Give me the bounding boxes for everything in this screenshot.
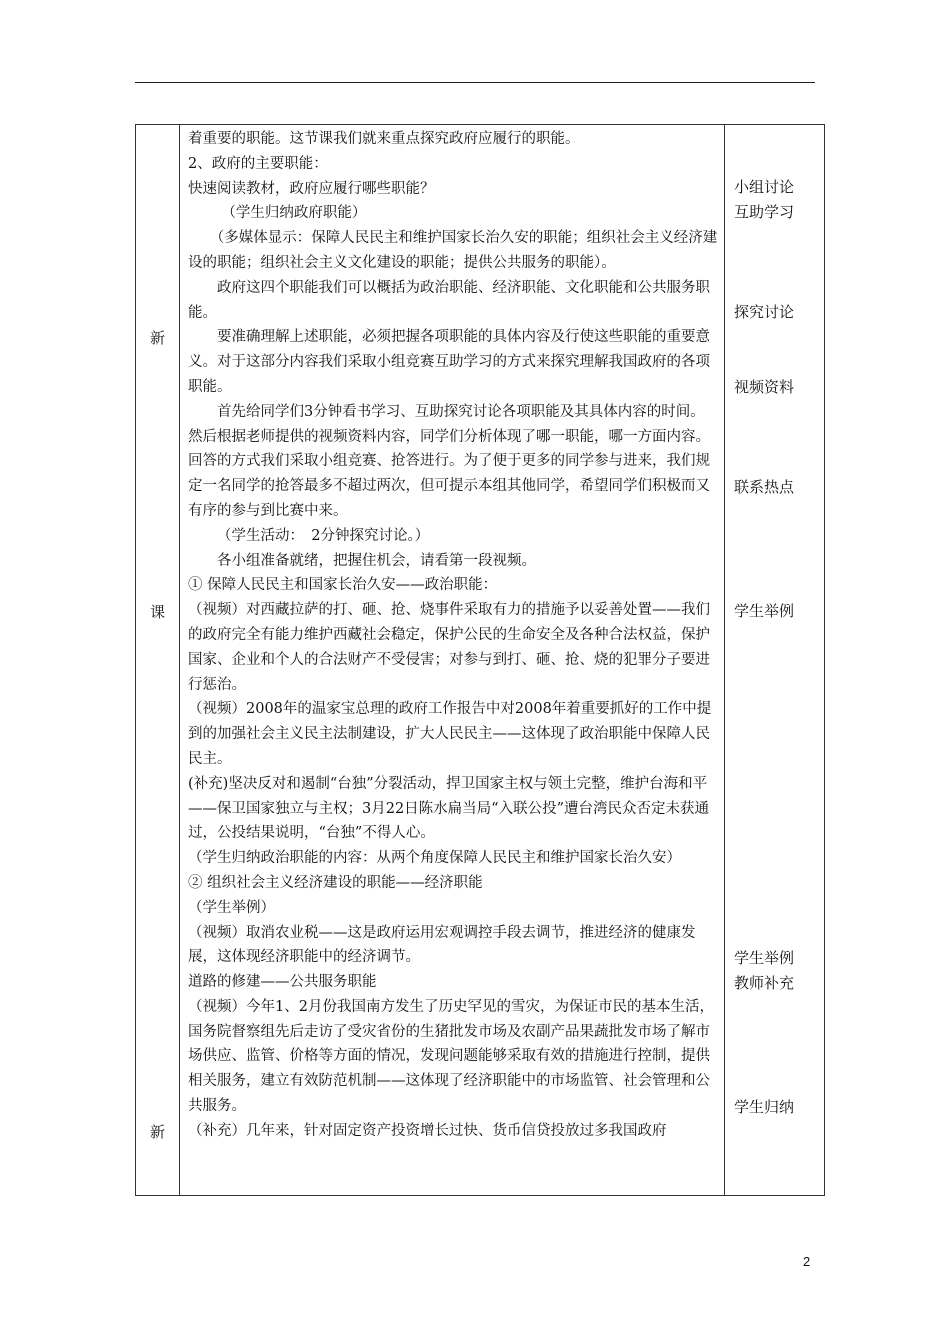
side-note: 教师补充 — [734, 974, 795, 992]
side-note: 学生举例 — [734, 949, 795, 967]
side-note: 互助学习 — [734, 203, 795, 221]
side-note: 学生归纳 — [734, 1098, 795, 1116]
content-paragraph: （视频）今年1、2月份我国南方发生了历史罕见的雪灾，为保证市民的基本生活，国务院督察组先后走访了受灾省份的生猪批发市场及农副产品果蔬批发市场了解市场供应、监管、价格等方面的情况，发现问题能够采取有效的措施进行控制，提供相关服务，建立有效防范机制——这体现了经济职能中的市场监管、社会管理和公共服务。 — [188, 998, 714, 1115]
content-paragraph: （补充）几年来，针对固定资产投资增长过快、货币信贷投放过多我国政府 — [188, 1122, 667, 1139]
content-paragraph: ② 组织社会主义经济建设的职能——经济职能 — [188, 874, 483, 891]
content-paragraph: （视频）取消农业税——这是政府运用宏观调控手段去调节，推进经济的健康发展，这体现经济职能中的经济调节。 — [188, 924, 696, 966]
section-label-xin-1: 新 — [149, 329, 165, 347]
content-paragraph: （学生归纳政治职能的内容：从两个角度保障人民民主和维护国家长治久安） — [188, 850, 681, 867]
content-paragraph: 道路的修建——公共服务职能 — [188, 974, 377, 991]
content-paragraph: （学生活动： 2分钟探究讨论。） — [217, 527, 430, 544]
content-paragraph: 要准确理解上述职能，必须把握各项职能的具体内容及行使这些职能的重要意义。对于这部分内容我们采取小组竞赛互助学习的方式来探究理解我国政府的各项职能。 — [188, 329, 710, 395]
content-paragraph: ① 保障人民民主和国家长治久安——政治职能： — [188, 577, 498, 594]
section-label-xin-2: 新 — [149, 1123, 165, 1141]
teaching-content — [188, 127, 718, 1144]
content-paragraph: 首先给同学们3分钟看书学习、互助探究讨论各项职能及其具体内容的时间。然后根据老师提供的视频资料内容，同学们分析体现了哪一职能，哪一方面内容。回答的方式我们采取小组竞赛、抢答进行。为了便于更多的同学参与进来，我们规定一名同学的抢答最多不超过两次，但可提示本组其他同学，希望同学们积极而又有序的参与到比赛中来。 — [188, 403, 710, 519]
side-note: 联系热点 — [734, 478, 795, 496]
content-paragraph: 政府这四个职能我们可以概括为政治职能、经济职能、文化职能和公共服务职能。 — [188, 279, 710, 321]
side-note: 学生举例 — [734, 602, 795, 620]
content-paragraph: （视频）对西藏拉萨的打、砸、抢、烧事件采取有力的措施予以妥善处置——我们的政府完全有能力维护西藏社会稳定，保护公民的生命安全及各种合法权益，保护国家、企业和个人的合法财产不受侵害；对参与到打、砸、抢、烧的犯罪分子要进行惩治。 — [188, 602, 710, 693]
content-paragraph: 各小组准备就绪，把握住机会，请看第一段视频。 — [217, 552, 536, 569]
content-paragraph: （多媒体显示：保障人民民主和维护国家长治久安的职能；组织社会主义经济建设的职能；组织社会主义文化建设的职能；提供公共服务的职能）。 — [188, 230, 718, 271]
page-number: 2 — [803, 1254, 811, 1269]
content-paragraph: 着重要的职能。这节课我们就来重点探究政府应履行的职能。 — [188, 131, 580, 147]
section-label-ke: 课 — [149, 603, 165, 621]
column-divider-right — [724, 125, 725, 1195]
lesson-table — [135, 124, 825, 1196]
header-rule — [135, 82, 815, 83]
side-note: 探究讨论 — [734, 303, 795, 321]
content-paragraph: 2、政府的主要职能： — [188, 155, 328, 172]
content-paragraph: (补充)坚决反对和遏制“台独”分裂活动，捍卫国家主权与领土完整，维护台海和平——保卫国家独立与主权；3月22日陈水扁当局“入联公投”遭台湾民众否定未获通过，公投结果说明，“台独”不得人心。 — [188, 775, 709, 842]
content-paragraph: 快速阅读教材，政府应履行哪些职能？ — [188, 180, 435, 197]
side-note: 小组讨论 — [734, 178, 795, 196]
column-divider-left — [179, 125, 180, 1195]
side-note: 视频资料 — [734, 378, 795, 396]
content-paragraph: （学生举例） — [188, 899, 275, 916]
content-paragraph: （学生归纳政府职能） — [221, 205, 367, 222]
content-paragraph: （视频）2008年的温家宝总理的政府工作报告中对2008年着重要抓好的工作中提到的加强社会主义民主法制建设，扩大人民民主——这体现了政治职能中保障人民民主。 — [188, 701, 712, 767]
